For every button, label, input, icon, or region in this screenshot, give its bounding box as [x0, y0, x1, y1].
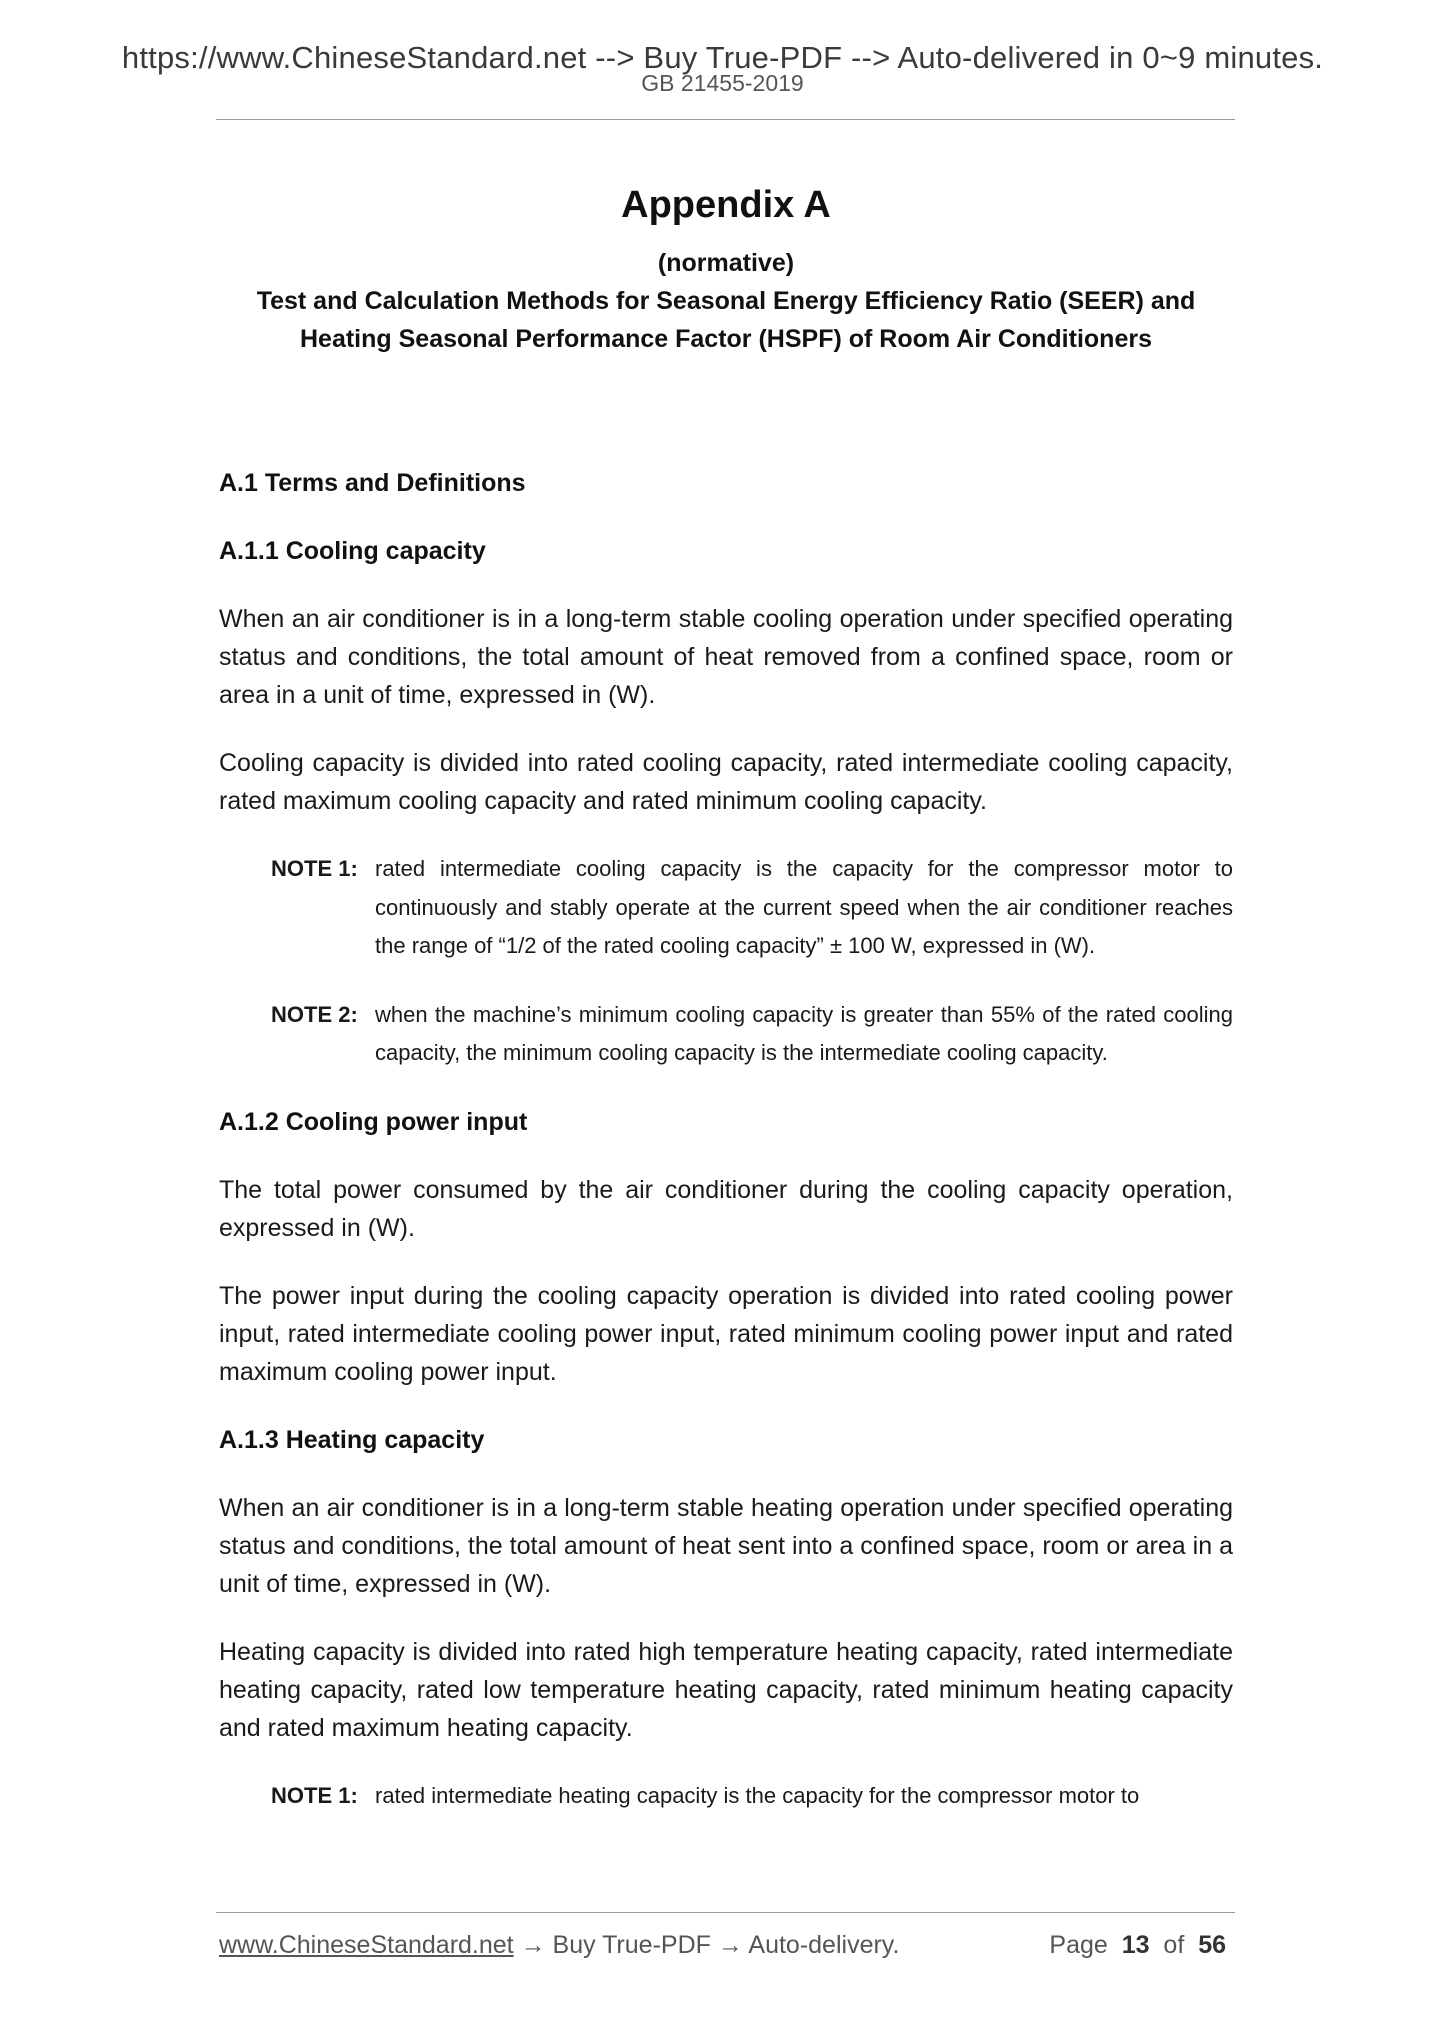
section-heading-a11: A.1.1 Cooling capacity — [219, 537, 486, 565]
footer-divider — [216, 1912, 1235, 1913]
appendix-normative: (normative) — [657, 249, 795, 277]
page-number — [1049, 1925, 1226, 1965]
page-word: Page — [1049, 1931, 1108, 1959]
footer-site-link[interactable]: www.ChineseStandard.net — [219, 1931, 514, 1959]
paragraph: The total power consumed by the air conditioner during the cooling capacity operation, expressed in (W). — [219, 1175, 1233, 1242]
paragraph: Heating capacity is divided into rated high temperature heating capacity, rated intermediate heating capacity, rated low temperature heating capacity, rated minimum heating capacity and rated maximum heating capacity. — [219, 1637, 1233, 1742]
header-banner: https://www.ChineseStandard.net --> Buy True-PDF --> Auto-delivered in 0~9 minutes. — [121, 40, 1324, 75]
note-text: when the machine’s minimum cooling capacity is greater than 55% of the rated cooling capacity, the minimum cooling capacity is the intermediate cooling capacity. — [375, 1001, 1233, 1065]
header-divider — [216, 119, 1235, 120]
footer-tagline: → Buy True-PDF → Auto-delivery. — [513, 1931, 900, 1959]
page-total: 56 — [1198, 1931, 1226, 1959]
note-text: rated intermediate heating capacity is the capacity for the compressor motor to — [375, 1782, 1140, 1808]
paragraph: The power input during the cooling capacity operation is divided into rated cooling power input, rated intermediate cooling power input, rated minimum cooling power input and rated maximum cooling power input. — [219, 1281, 1233, 1386]
page-content — [219, 178, 1233, 1815]
appendix-title: Appendix A — [621, 184, 831, 226]
footer-promo — [219, 1925, 899, 1965]
note-text: rated intermediate cooling capacity is the capacity for the compressor motor to continuously and stably operate at the current speed when the air conditioner reaches the range of “1/2 of the rated cooling capacity” ± 100 W, expressed in (W). — [375, 856, 1233, 958]
appendix-subtitle-line1: Test and Calculation Methods for Seasonal Energy Efficiency Ratio (SEER) and — [256, 287, 1196, 315]
note-label: NOTE 2: — [271, 1001, 358, 1027]
section-heading-a12: A.1.2 Cooling power input — [219, 1107, 528, 1136]
note-block — [219, 996, 1233, 1073]
page-footer — [219, 1925, 1233, 1965]
standard-number: GB 21455-2019 — [641, 70, 804, 96]
paragraph: When an air conditioner is in a long-term stable heating operation under specified operating status and conditions, the total amount of heat sent into a confined space, room or area in a unit of time, expressed in (W). — [219, 1493, 1233, 1598]
paragraph: Cooling capacity is divided into rated cooling capacity, rated intermediate cooling capacity, rated maximum cooling capacity and rated minimum cooling capacity. — [219, 749, 1233, 815]
page-current: 13 — [1121, 1931, 1150, 1959]
of-word: of — [1163, 1931, 1185, 1959]
paragraph: When an air conditioner is in a long-term stable cooling operation under specified operating status and conditions, the total amount of heat removed from a confined space, room or area in a unit of time, expressed in (W). — [219, 605, 1233, 709]
note-label: NOTE 1: — [271, 1782, 358, 1808]
note-block — [219, 1777, 1233, 1816]
note-block — [219, 850, 1233, 966]
section-heading-a13: A.1.3 Heating capacity — [219, 1425, 485, 1454]
note-label: NOTE 1: — [271, 856, 358, 881]
appendix-subtitle-line2: Heating Seasonal Performance Factor (HSPF) of Room Air Conditioners — [300, 325, 1152, 353]
section-heading-a1: A.1 Terms and Definitions — [219, 469, 526, 497]
